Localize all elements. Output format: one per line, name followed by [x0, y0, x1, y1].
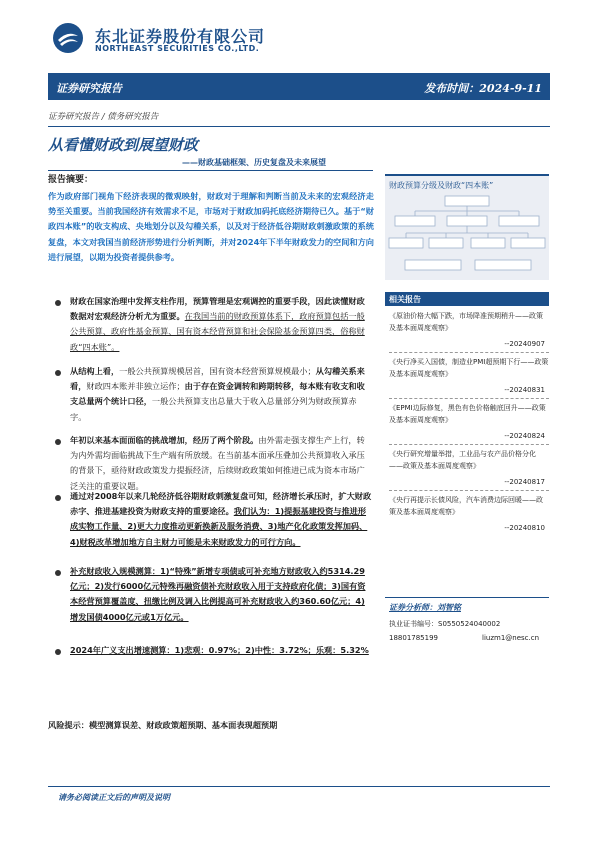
related-heading: 相关报告 [389, 295, 421, 304]
point-2-bold-2: 从勾稽关系来看， [70, 366, 365, 392]
publish-date: 发布时间：2024-9-11 [424, 82, 542, 95]
point-6 [70, 643, 372, 658]
point-2-bold-1: 从结构上看， [70, 366, 120, 376]
point-6-text: 2024年广义支出增速测算：1)悲观：0.97%；2)中性：3.72%；乐观：5.32% [70, 645, 369, 655]
related-divider [389, 398, 549, 399]
disclaimer: 请务必阅读正文后的声明及说明 [58, 793, 170, 802]
budget-diagram [385, 194, 549, 280]
chart-box [385, 174, 549, 280]
summary-heading: 报告摘要： [48, 175, 94, 185]
related-report-1[interactable]: 《原油价格大幅下跌，市场降准预期稍升——政策及基本面周度观察》 [389, 312, 543, 332]
point-2-text-1: 一般公共预算规模居首，国有资本经营预算规模最小； [119, 366, 316, 376]
related-divider [389, 352, 549, 353]
related-report-3[interactable]: 《EPMI边际修复，黑色有色价格触底回升——政策及基本面周度观察》 [389, 404, 546, 424]
report-subtitle: ——财政基础框架、历史复盘及未来展望 [182, 158, 326, 167]
point-4-underlined: 我们认为：1)提振基建投资与推进形成实物工作量、2)更大力度推动更新换新及服务消费、3)地产化化政策发挥加码、4)财税改革增加地方自主财力可能是未来财政发力的可行方向。 [70, 506, 368, 547]
point-3-bold: 年初以来基本面面临的挑战增加，经历了两个阶段。 [70, 435, 259, 445]
related-divider [389, 490, 549, 491]
bullet-1 [55, 300, 61, 306]
analyst-phone: 18801785199 [389, 634, 438, 642]
point-4-bold: 通过对2008年以来几轮经济低谷期财政刺激复盘可知，经济增长承压时，扩大财政赤字、推进基建投资为财政支持的重要途径。 [70, 491, 372, 517]
bullet-5 [55, 570, 61, 576]
analyst-rule [385, 597, 549, 598]
point-5-text: 补充财政收入规模测算：1)“特殊”新增专项债或可补充地方财政收入约5314.29亿元；2)发行6000亿元特殊再融资债补充财政收入用于支持政府化债；3)国有资本经营预算覆盖度、扭缴比例及调入比例提高可补充财政收入约360.60亿元；4)增发国债4000亿元或1万亿元。 [70, 566, 366, 622]
subtitle-rule [48, 170, 373, 171]
related-heading-bar [385, 292, 549, 306]
point-2 [70, 364, 372, 425]
risk-notice: 风险提示：模型测算误差、财政政策超预期、基本面表现超预期 [48, 720, 278, 730]
report-title: 从看懂财政到展望财政 [48, 136, 199, 154]
license-number: 执业证书编号：S0550524040002 [389, 620, 501, 628]
report-banner [48, 73, 550, 100]
related-report-5[interactable]: 《央行再提示长债风险，汽车消费边际回暖——政策及基本面周度观察》 [389, 496, 543, 516]
summary-text: 作为政府部门视角下经济表现的微观映射，财政对于理解和判断当前及未来的宏观经济走势至关重要。当前我国经济有效需求不足，市场对于财政加码托底经济期待已久。基于“财政四本账”的收支构成、央地划分以及勾稽关系，以及对于经济低谷期财政刺激政策的系统复盘，本文对我国当前经济形势进行分析判断，并对2024年下半年财政发力的空间和方向进行展望，以期为投资者提供参考。 [48, 191, 374, 262]
point-1-bold: 财政在国家治理中发挥支柱作用，预算管理是宏观调控的重要手段，因此读懂财政数据对宏观经济分析尤为重要。 [70, 296, 365, 322]
related-report-3-date: --20240824 [504, 432, 545, 440]
company-name: 东北证券股份有限公司 [95, 27, 266, 46]
point-3 [70, 433, 372, 494]
divider [48, 126, 550, 127]
point-2-text-2: 财政四本账并非独立运作； [86, 381, 185, 392]
bullet-4 [55, 495, 61, 501]
point-3-text: 由外需走强支撑生产上行，转为内外需均面临挑战下生产端有所放缓。在当前基本面承压叠加公共预算收入承压的背景下，亟待财政政策发力提振经济，后续财政政策如何推进已成为资本市场广泛关注的重要议题。 [70, 435, 365, 491]
footer-rule [48, 786, 550, 787]
related-report-2-date: --20240831 [504, 386, 545, 394]
point-1 [70, 294, 372, 355]
related-report-1-date: --20240907 [504, 340, 545, 348]
point-4 [70, 489, 372, 550]
company-logo-icon [52, 22, 84, 54]
point-5 [70, 564, 372, 625]
related-divider [389, 444, 549, 445]
related-report-5-date: --20240810 [504, 524, 545, 532]
related-report-2[interactable]: 《央行净买入国债，制造业PMI超预期下行——政策及基本面周度观察》 [389, 358, 549, 378]
point-2-bold-3: 由于存在资金调转和跨期转移，每本账有收支和收支总量两个统计口径， [70, 381, 365, 407]
chart-title: 财政预算分级及财政“四本账” [389, 181, 494, 190]
analyst-email[interactable]: liuzm1@nesc.cn [482, 634, 540, 642]
related-report-4-date: --20240817 [504, 478, 545, 486]
related-report-4[interactable]: 《央行研究增量举措，工业品与农产品价格分化——政策及基本面周度观察》 [389, 450, 536, 470]
bullet-3 [55, 439, 61, 445]
point-2-text-3: 一般公共预算支出总量大于收入总量部分列为财政预算赤字。 [70, 396, 357, 422]
breadcrumb: 证券研究报告 / 债务研究报告 [48, 112, 159, 122]
company-name-en: NORTHEAST SECURITIES CO.,LTD. [95, 44, 260, 53]
analyst-name: 证券分析师：刘智铭 [389, 603, 461, 612]
bullet-6 [55, 649, 61, 655]
banner-left: 证券研究报告 [56, 82, 122, 95]
bullet-2 [55, 370, 61, 376]
point-1-text: 在我国当前的财政预算体系下，政府预算包括一般公共预算、政府性基金预算、国有资本经营预算和社会保险基金预算四类，俗称财政“四本账”。 [70, 311, 365, 352]
